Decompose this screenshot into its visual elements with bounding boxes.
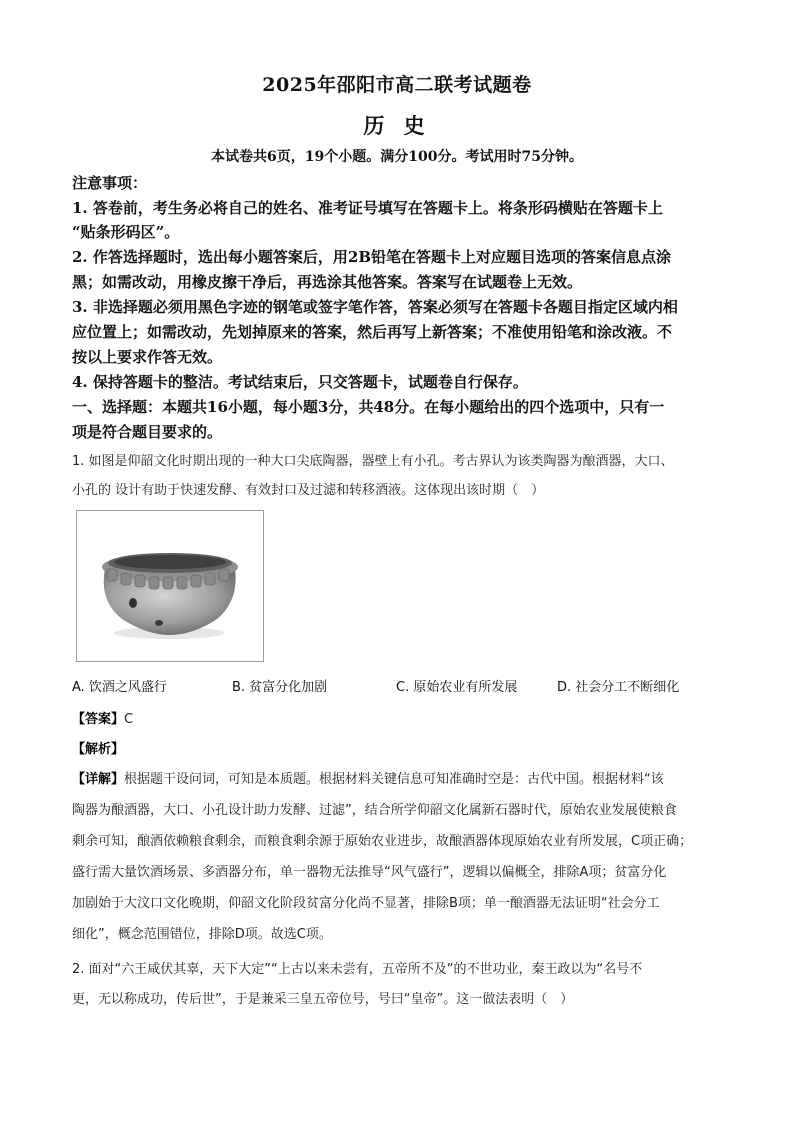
question-2-stem-cont: 更，无以称成功，传后世”，于是兼采三皇五帝位号，号曰“皇帝”。这一做法表明（ ）: [72, 992, 574, 1007]
notes-heading: 注意事项：: [72, 174, 148, 192]
question-1-option-b: B. 贫富分化加剧: [232, 680, 328, 695]
detail-line: 陶器为酿酒器，大口、小孔设计助力发酵、过滤”，结合所学仰韶文化属新石器时代，原始农业发展使粮食: [72, 803, 677, 818]
question-1-option-a: A. 饮酒之风盛行: [72, 680, 167, 695]
answer-line: [72, 708, 133, 727]
question-1-stem-cont: 小孔的 设计有助于快速发酵、有效封口及过滤和转移酒液。这体现出该时期（ ）: [72, 483, 545, 498]
section-heading-cont: 项是符合题目要求的。: [72, 423, 223, 441]
notes-line: “贴条形码区”。: [72, 223, 180, 241]
detail-line: 盛行需大量饮酒场景、多酒器分布，单一器物无法推导“风气盛行”，逻辑以偏概全，排除A项；贫富分化: [72, 865, 667, 880]
exam-title: 2025年邵阳市高二联考试题卷: [262, 74, 532, 96]
detail-tag: 【详解】: [72, 772, 125, 787]
notes-line: 黑；如需改动，用橡皮擦干净后，再选涂其他答案。答案写在试题卷上无效。: [72, 273, 583, 291]
notes-line: 4. 保持答题卡的整洁。考试结束后，只交答题卡，试题卷自行保存。: [72, 373, 528, 391]
answer-tag: 【答案】: [72, 712, 125, 727]
exam-info: 本试卷共6页，19个小题。满分100分。考试用时75分钟。: [211, 149, 583, 165]
question-1-option-c: C. 原始农业有所发展: [396, 680, 518, 695]
notes-line: 按以上要求作答无效。: [72, 348, 223, 366]
detail-line: 细化”，概念范围错位，排除D项。故选C项。: [72, 927, 332, 942]
question-1-figure: [76, 510, 264, 662]
question-1-option-d: D. 社会分工不断细化: [557, 680, 680, 695]
notes-line: 2. 作答选择题时，选出每小题答案后，用2B铅笔在答题卡上对应题目选项的答案信息点涂: [72, 248, 672, 266]
detail-line: 剩余可知，酿酒依赖粮食剩余，而粮食剩余源于原始农业进步，故酿酒器体现原始农业有所发展，C项正确；: [72, 834, 693, 849]
pottery-vessel-icon: [77, 511, 263, 661]
question-1-stem: 1. 如图是仰韶文化时期出现的一种大口尖底陶器，器壁上有小孔。考古界认为该类陶器为酿酒器，大口、: [72, 454, 674, 469]
notes-line: 1. 答卷前，考生务必将自己的姓名、准考证号填写在答题卡上。将条形码横贴在答题卡上: [72, 199, 663, 217]
analysis-tag: 【解析】: [72, 742, 125, 757]
detail-text: 根据题干设问词，可知是本质题。根据材料关键信息可知准确时空是：古代中国。根据材料“该: [124, 772, 664, 787]
notes-line: 3. 非选择题必须用黑色字迹的钢笔或签字笔作答，答案必须写在答题卡各题目指定区域内相: [72, 298, 678, 316]
subject-title: 历 史: [363, 113, 431, 138]
detail-line: 加剧始于大汶口文化晚期，仰韶文化阶段贫富分化尚不显著，排除B项；单一酿酒器无法证明“社会分工: [72, 896, 660, 911]
answer-value: C: [124, 712, 134, 727]
question-2-stem: 2. 面对“六王咸伏其辜，天下大定”“上古以来未尝有，五帝所不及”的不世功业，秦王政以为“名号不: [72, 962, 643, 977]
section-heading: 一、选择题：本题共16小题，每小题3分，共48分。在每小题给出的四个选项中，只有一: [72, 398, 665, 416]
analysis-line: [72, 738, 124, 757]
detail-line: [72, 768, 664, 787]
notes-line: 应位置上；如需改动，先划掉原来的答案，然后再写上新答案；不准使用铅笔和涂改液。不: [72, 323, 673, 341]
